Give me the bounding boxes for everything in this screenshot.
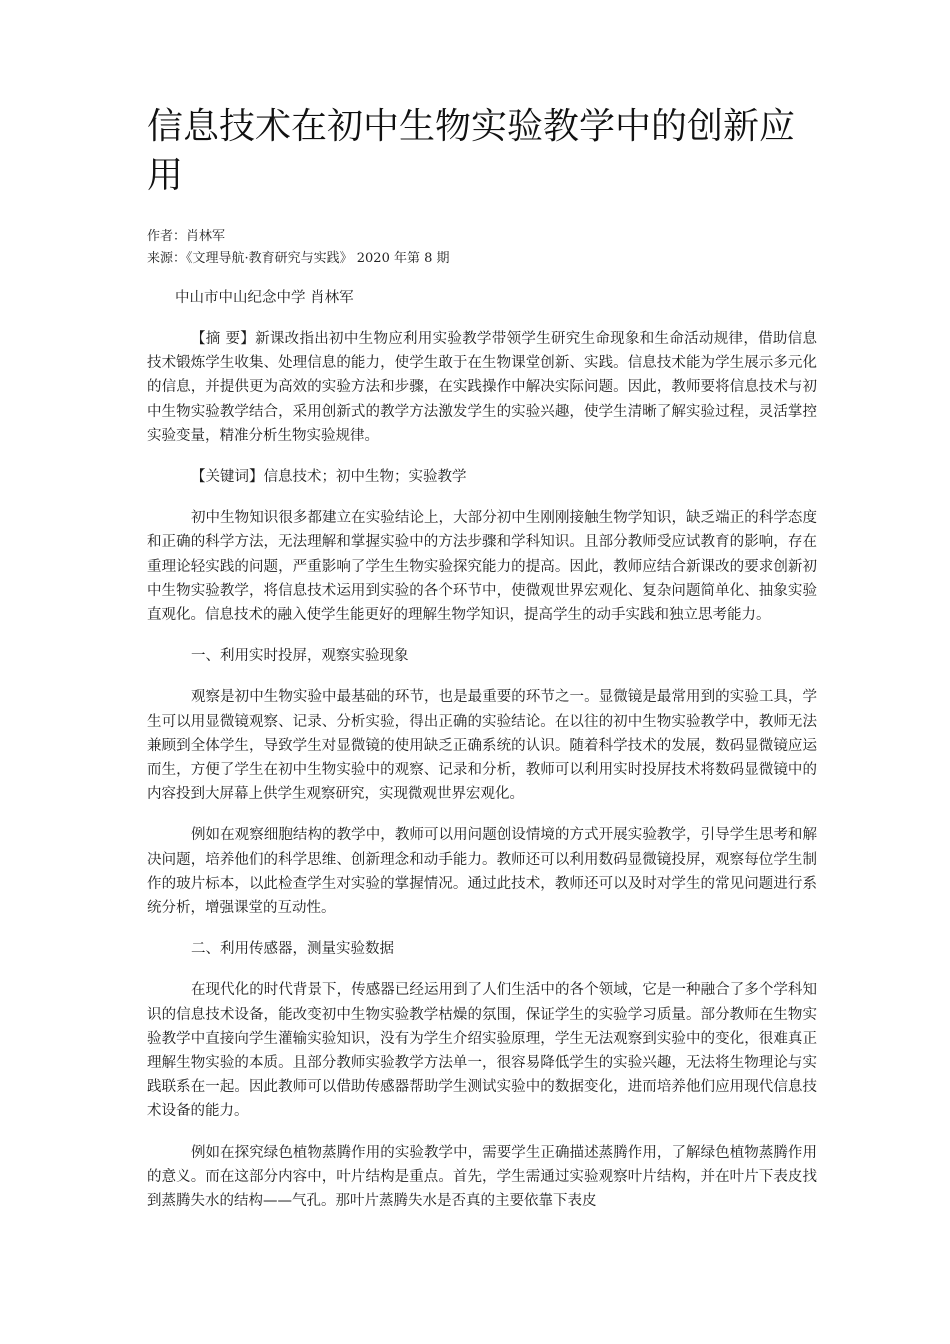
source-line: 来源：《文理导航·教育研究与实践》 2020 年第 8 期	[147, 251, 450, 266]
abstract-paragraph: 【摘 要】新课改指出初中生物应利用实验教学带领学生研究生命现象和生命活动规律，借助信息技术锻炼学生收集、处理信息的能力，使学生敢于在生物课堂创新、实践。信息技术能为学生展示多元化的信息，并提供更为高效的实验方法和步骤，在实践操作中解决实际问题。因此，教师要将信息技术与初中生物实验教学结合，采用创新式的教学方法激发学生的实验兴趣，使学生清晰了解实验过程，灵活掌控实验变量，精准分析生物实验规律。	[147, 331, 817, 444]
section-2-paragraph-1: 在现代化的时代背景下，传感器已经运用到了人们生活中的各个领域，它是一种融合了多个学科知识的信息技术设备，能改变初中生物实验教学枯燥的氛围，保证学生的实验学习质量。部分教师在生物实验教学中直接向学生灌输实验知识，没有为学生介绍实验原理，学生无法观察到实验中的变化，很难真正理解生物实验的本质。且部分教师实验教学方法单一，很容易降低学生的实验兴趣，无法将生物理论与实践联系在一起。因此教师可以借助传感器帮助学生测试实验中的数据变化，进而培养他们应用现代信息技术设备的能力。	[147, 982, 817, 1120]
intro-paragraph: 初中生物知识很多都建立在实验结论上，大部分初中生刚刚接触生物学知识，缺乏端正的科学态度和正确的科学方法，无法理解和掌握实验中的方法步骤和学科知识。且部分教师受应试教育的影响，存在重理论轻实践的问题，严重影响了学生生物实验探究能力的提高。因此，教师应结合新课改的要求创新初中生物实验教学，将信息技术运用到实验的各个环节中，使微观世界宏观化、复杂问题简单化、抽象实验直观化。信息技术的融入使学生能更好的理解生物学知识，提高学生的动手实践和独立思考能力。	[147, 510, 817, 624]
section-2-heading: 二、利用传感器，测量实验数据	[191, 941, 394, 958]
author-affiliation: 中山市中山纪念中学 肖林军	[175, 290, 354, 306]
section-2-paragraph-2: 例如在探究绿色植物蒸腾作用的实验教学中，需要学生正确描述蒸腾作用，了解绿色植物蒸腾作用的意义。而在这部分内容中，叶片结构是重点。首先，学生需通过实验观察叶片结构，并在叶片下表皮找到蒸腾失水的结构——气孔。那叶片蒸腾失水是否真的主要依靠下表皮	[147, 1144, 817, 1210]
document-page	[147, 102, 817, 1213]
article-meta	[147, 226, 817, 270]
section-1-paragraph-2: 例如在观察细胞结构的教学中，教师可以用问题创设情境的方式开展实验教学，引导学生思考和解决问题，培养他们的科学思维、创新理念和动手能力。教师还可以利用数码显微镜投屏，观察每位学生制作的玻片标本，以此检查学生对实验的掌握情况。通过此技术，教师还可以及时对学生的常见问题进行系统分析，增强课堂的互动性。	[147, 827, 817, 917]
section-1-paragraph-1: 观察是初中生物实验中最基础的环节，也是最重要的环节之一。显微镜是最常用到的实验工具，学生可以用显微镜观察、记录、分析实验，得出正确的实验结论。在以往的初中生物实验教学中，教师无法兼顾到全体学生，导致学生对显微镜的使用缺乏正确系统的认识。随着科学技术的发展，数码显微镜应运而生，方便了学生在初中生物实验中的观察、记录和分析，教师可以利用实时投屏技术将数码显微镜中的内容投到大屏幕上供学生观察研究，实现微观世界宏观化。	[147, 689, 817, 803]
keywords-line: 【关键词】信息技术；初中生物；实验教学	[191, 469, 467, 486]
section-1-heading: 一、利用实时投屏，观察实验现象	[191, 648, 409, 665]
article-title: 信息技术在初中生物实验教学中的创新应用	[147, 106, 796, 196]
author-line: 作者：肖林军	[147, 229, 226, 244]
